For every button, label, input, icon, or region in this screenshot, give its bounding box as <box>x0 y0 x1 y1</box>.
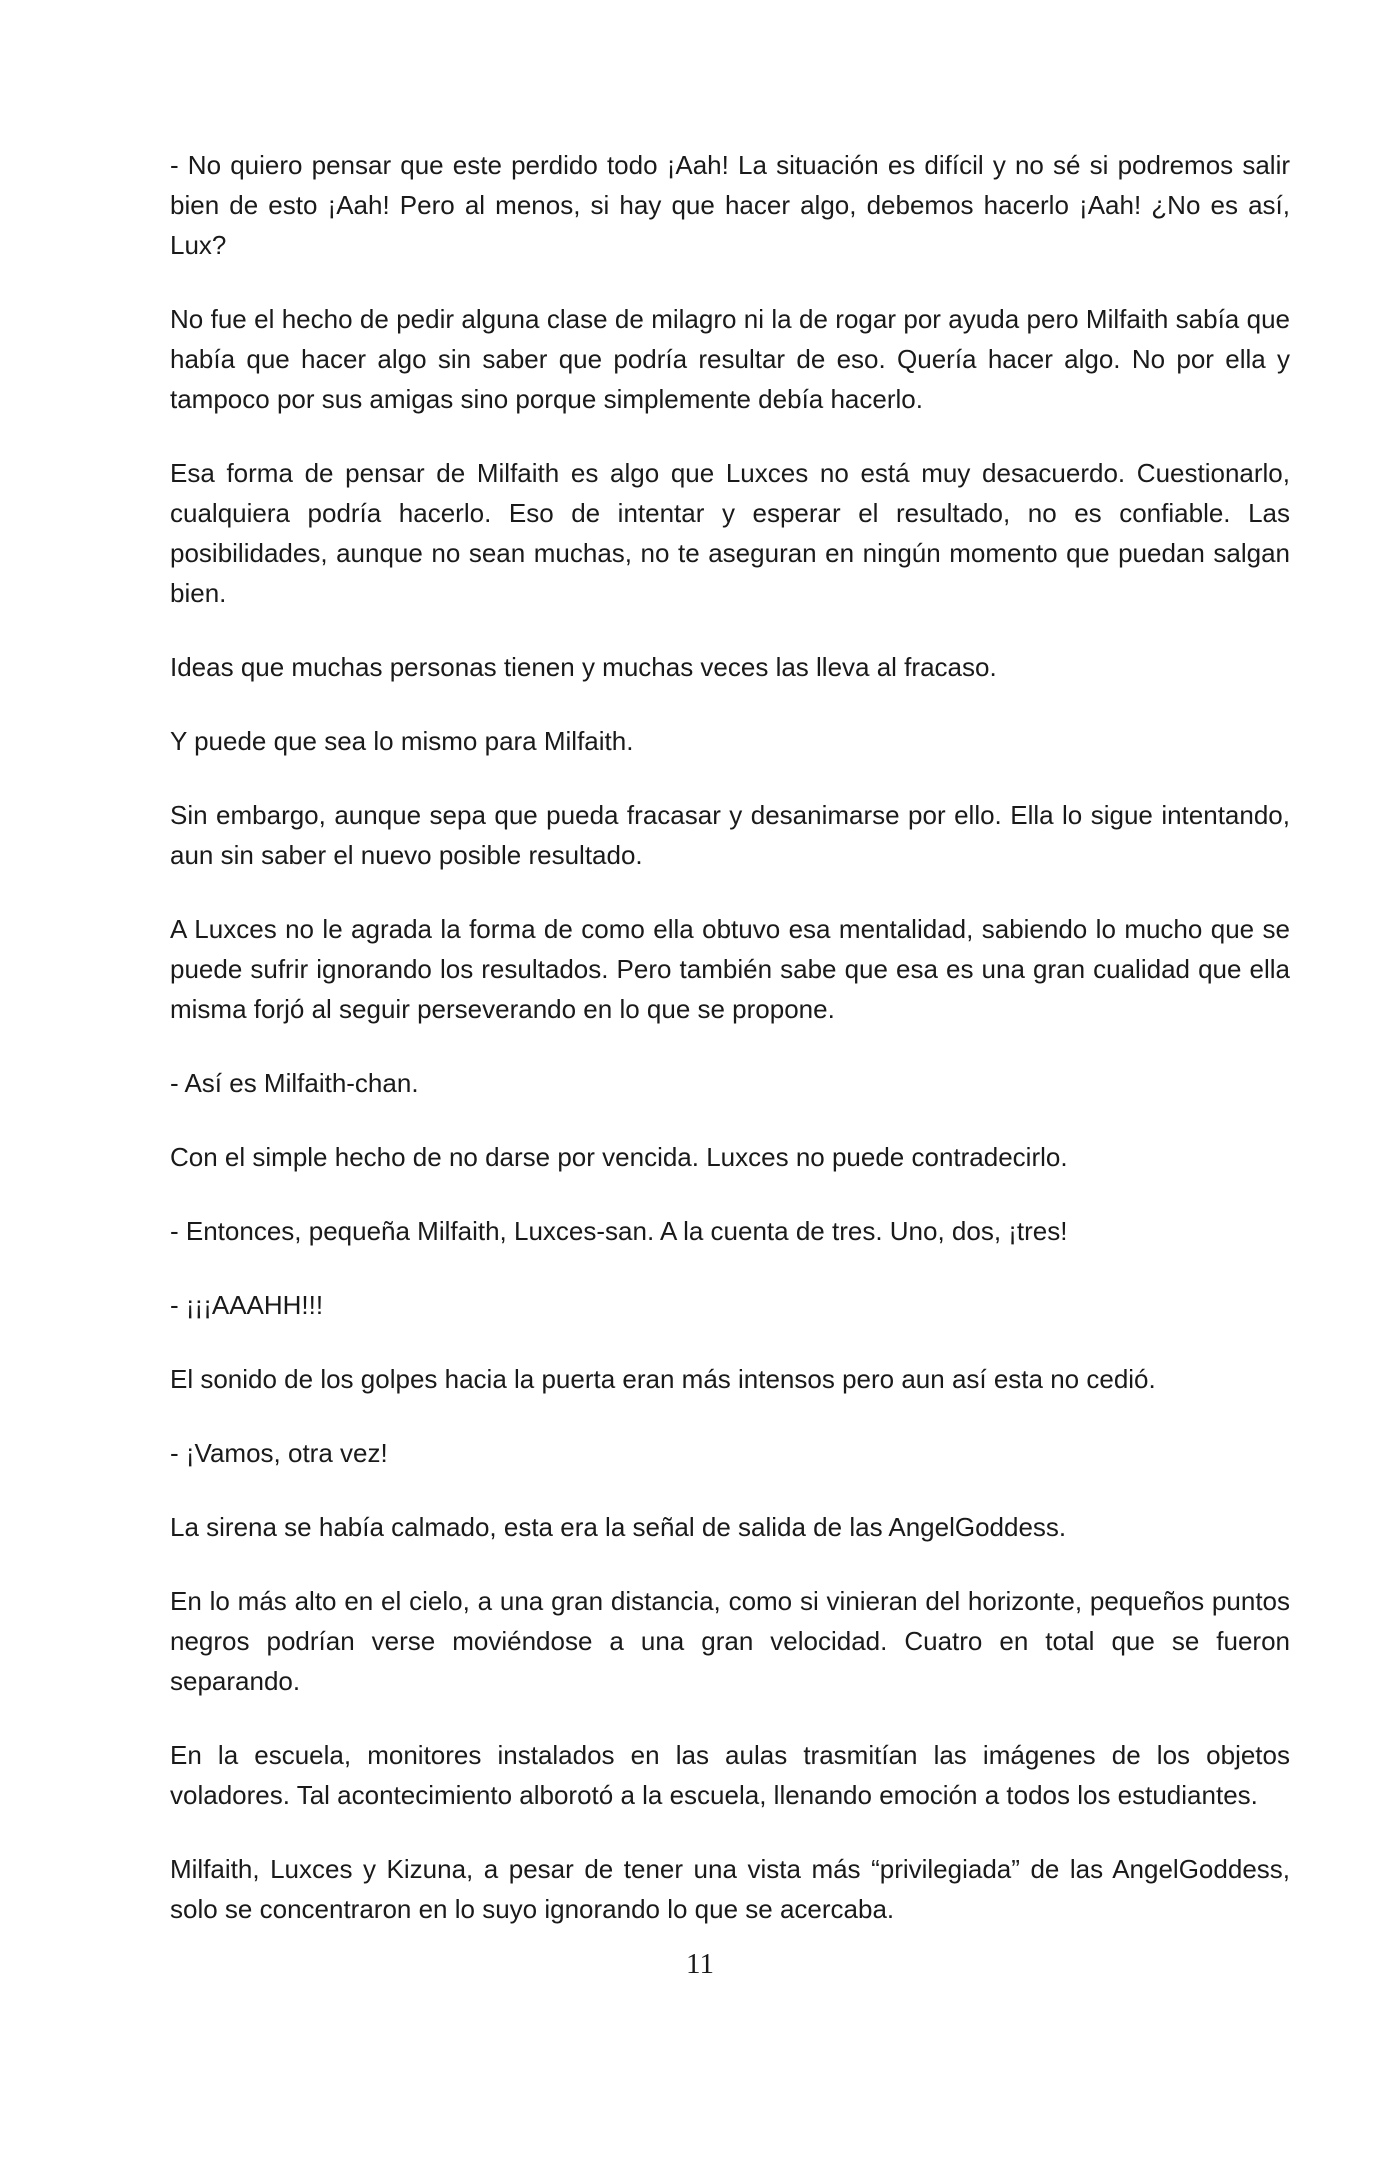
paragraph: Milfaith, Luxces y Kizuna, a pesar de tener una vista más “privilegiada” de las AngelGoddess, solo se concentraron en lo suyo ignorando lo que se acercaba. <box>170 1854 1290 1924</box>
paragraph: - ¡¡¡AAAHH!!! <box>170 1290 324 1320</box>
paragraph: Ideas que muchas personas tienen y muchas veces las lleva al fracaso. <box>170 652 997 682</box>
page-number: 11 <box>686 1948 714 1980</box>
paragraph: Sin embargo, aunque sepa que pueda fracasar y desanimarse por ello. Ella lo sigue intentando, aun sin saber el nuevo posible resultado. <box>170 800 1290 870</box>
paragraph: Y puede que sea lo mismo para Milfaith. <box>170 726 634 756</box>
paragraph: Con el simple hecho de no darse por vencida. Luxces no puede contradecirlo. <box>170 1142 1068 1172</box>
paragraph: En la escuela, monitores instalados en las aulas trasmitían las imágenes de los objetos voladores. Tal acontecimiento alborotó a la escuela, llenando emoción a todos los estudiantes. <box>170 1740 1290 1810</box>
paragraph: - ¡Vamos, otra vez! <box>170 1438 388 1468</box>
paragraph: - Así es Milfaith-chan. <box>170 1068 419 1098</box>
paragraph: Esa forma de pensar de Milfaith es algo que Luxces no está muy desacuerdo. Cuestionarlo, cualquiera podría hacerlo. Eso de intentar y esperar el resultado, no es confiable. Las posibilidades, aunque no sean muchas, no te aseguran en ningún momento que puedan salgan bien. <box>170 458 1290 608</box>
paragraph: No fue el hecho de pedir alguna clase de milagro ni la de rogar por ayuda pero Milfaith sabía que había que hacer algo sin saber que podría resultar de eso. Quería hacer algo. No por ella y tampoco por sus amigas sino porque simplemente debía hacerlo. <box>170 304 1290 414</box>
document-body <box>170 145 1290 1963</box>
paragraph: La sirena se había calmado, esta era la señal de salida de las AngelGoddess. <box>170 1512 1067 1542</box>
paragraph: - Entonces, pequeña Milfaith, Luxces-san. A la cuenta de tres. Uno, dos, ¡tres! <box>170 1216 1068 1246</box>
paragraph: A Luxces no le agrada la forma de como ella obtuvo esa mentalidad, sabiendo lo mucho que se puede sufrir ignorando los resultados. Pero también sabe que esa es una gran cualidad que ella misma forjó al seguir perseverando en lo que se propone. <box>170 914 1290 1024</box>
paragraph: El sonido de los golpes hacia la puerta eran más intensos pero aun así esta no cedió. <box>170 1364 1156 1394</box>
paragraph: - No quiero pensar que este perdido todo ¡Aah! La situación es difícil y no sé si podremos salir bien de esto ¡Aah! Pero al menos, si hay que hacer algo, debemos hacerlo ¡Aah! ¿No es así, Lux? <box>170 150 1290 260</box>
paragraph: En lo más alto en el cielo, a una gran distancia, como si vinieran del horizonte, pequeños puntos negros podrían verse moviéndose a una gran velocidad. Cuatro en total que se fueron separando. <box>170 1586 1290 1696</box>
